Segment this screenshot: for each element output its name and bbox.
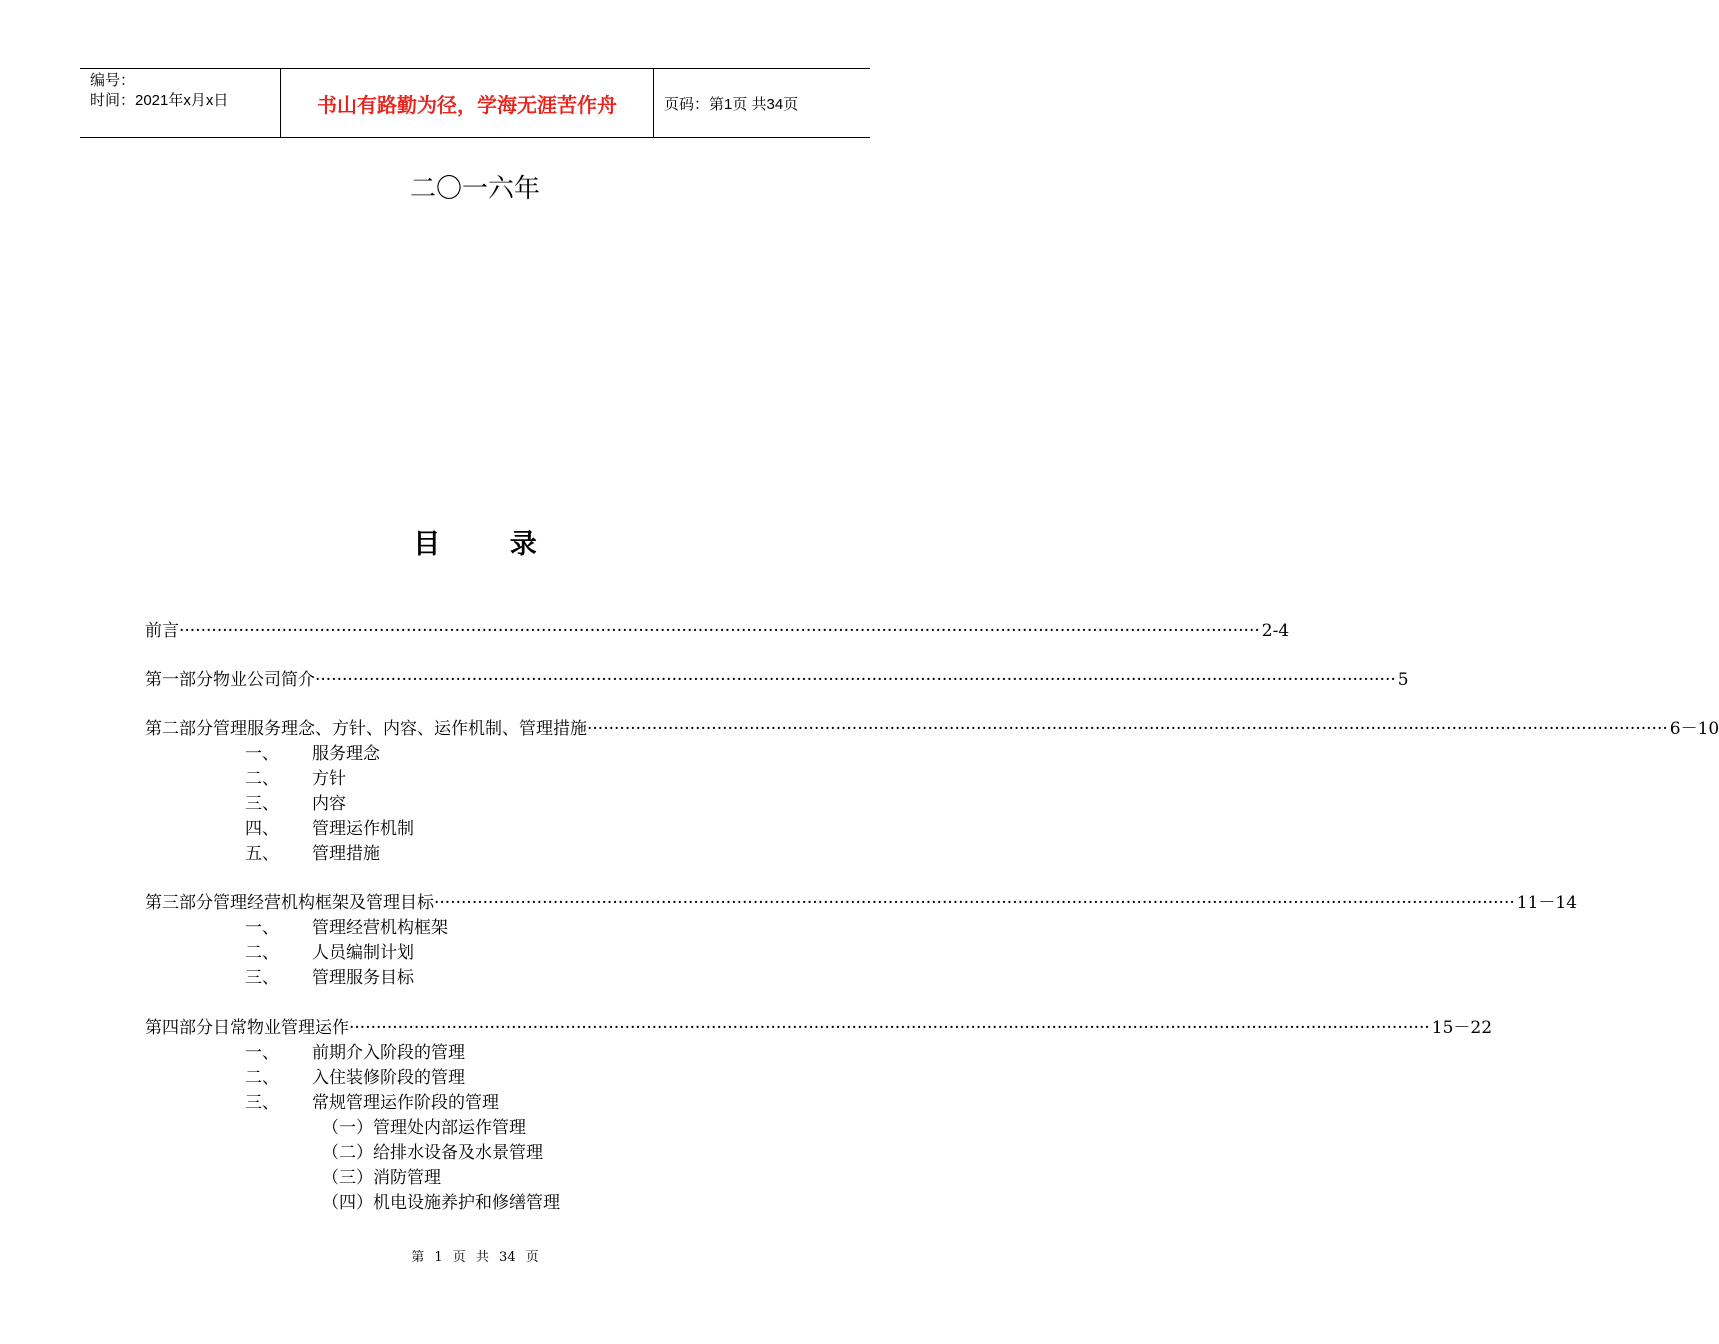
- toc-subitem[interactable]: 一、 服务理念: [245, 744, 380, 764]
- toc-part-title: 管理服务理念、方针、内容、运作机制、管理措施: [213, 719, 587, 739]
- toc-subsubitem[interactable]: （一）管理处内部运作管理: [322, 1118, 526, 1138]
- toc-entry-part1[interactable]: [145, 665, 1409, 690]
- toc-subsubitem[interactable]: （二）给排水设备及水景管理: [322, 1143, 543, 1163]
- dot-leader: ········································································································································································································: [434, 893, 1515, 913]
- page-label: 页码：第1页 共34页: [664, 95, 799, 113]
- toc-subitem[interactable]: 二、 人员编制计划: [245, 943, 414, 963]
- toc-part-label: 第四部分: [145, 1018, 213, 1038]
- toc-subitem[interactable]: 一、 前期介入阶段的管理: [245, 1043, 465, 1063]
- toc-subsubitem[interactable]: （四）机电设施养护和修缮管理: [322, 1193, 560, 1213]
- page-footer: 第 1 页 共 34 页: [411, 1250, 539, 1265]
- toc-part-title: 日常物业管理运作: [213, 1018, 349, 1038]
- toc-subitem[interactable]: 三、 管理服务目标: [245, 968, 414, 988]
- toc-subsubitem[interactable]: （三）消防管理: [322, 1168, 441, 1188]
- toc-subitem[interactable]: 三、 常规管理运作阶段的管理: [245, 1093, 499, 1113]
- toc-part-label: 第二部分: [145, 719, 213, 739]
- toc-page: 15－22: [1431, 1018, 1493, 1038]
- motto: 书山有路勤为径，学海无涯苦作舟: [281, 69, 654, 137]
- toc-part-label: 第三部分: [145, 893, 213, 913]
- toc-subitem[interactable]: 四、 管理运作机制: [245, 819, 414, 839]
- date-label: 时间：2021年x月x日: [90, 92, 229, 109]
- toc-entry-part4[interactable]: [145, 1013, 1493, 1038]
- toc-part-title: 管理经营机构框架及管理目标: [213, 893, 434, 913]
- toc-page: 6－10: [1669, 719, 1719, 739]
- toc-subitem[interactable]: 一、 管理经营机构框架: [245, 918, 448, 938]
- toc-page: 5: [1397, 670, 1409, 690]
- year-title: 二〇一六年: [409, 174, 540, 204]
- toc-part-label: 第一部分: [145, 670, 213, 690]
- number-label: 编号：: [90, 72, 136, 89]
- toc-entry-part2[interactable]: [145, 714, 1719, 739]
- dot-leader: ········································································································································································································: [179, 621, 1260, 641]
- toc-subitem[interactable]: 五、 管理措施: [245, 844, 380, 864]
- toc-subitem[interactable]: 二、 方针: [245, 769, 346, 789]
- dot-leader: ········································································································································································································: [349, 1018, 1430, 1038]
- toc-label: 前言: [145, 621, 179, 641]
- toc-entry-preface[interactable]: [145, 616, 1290, 641]
- header-table: [80, 68, 870, 138]
- toc-subitem[interactable]: 三、 内容: [245, 794, 346, 814]
- dot-leader: ········································································································································································································: [315, 670, 1396, 690]
- toc-page: 2-4: [1261, 621, 1290, 641]
- toc-title: 目 录: [413, 529, 567, 560]
- toc-subitem[interactable]: 二、 入住装修阶段的管理: [245, 1068, 465, 1088]
- toc-entry-part3[interactable]: [145, 888, 1578, 913]
- toc-part-title: 物业公司简介: [213, 670, 315, 690]
- dot-leader: ········································································································································································································: [587, 719, 1668, 739]
- header-left-cell: [80, 69, 281, 137]
- toc-page: 11－14: [1516, 893, 1578, 913]
